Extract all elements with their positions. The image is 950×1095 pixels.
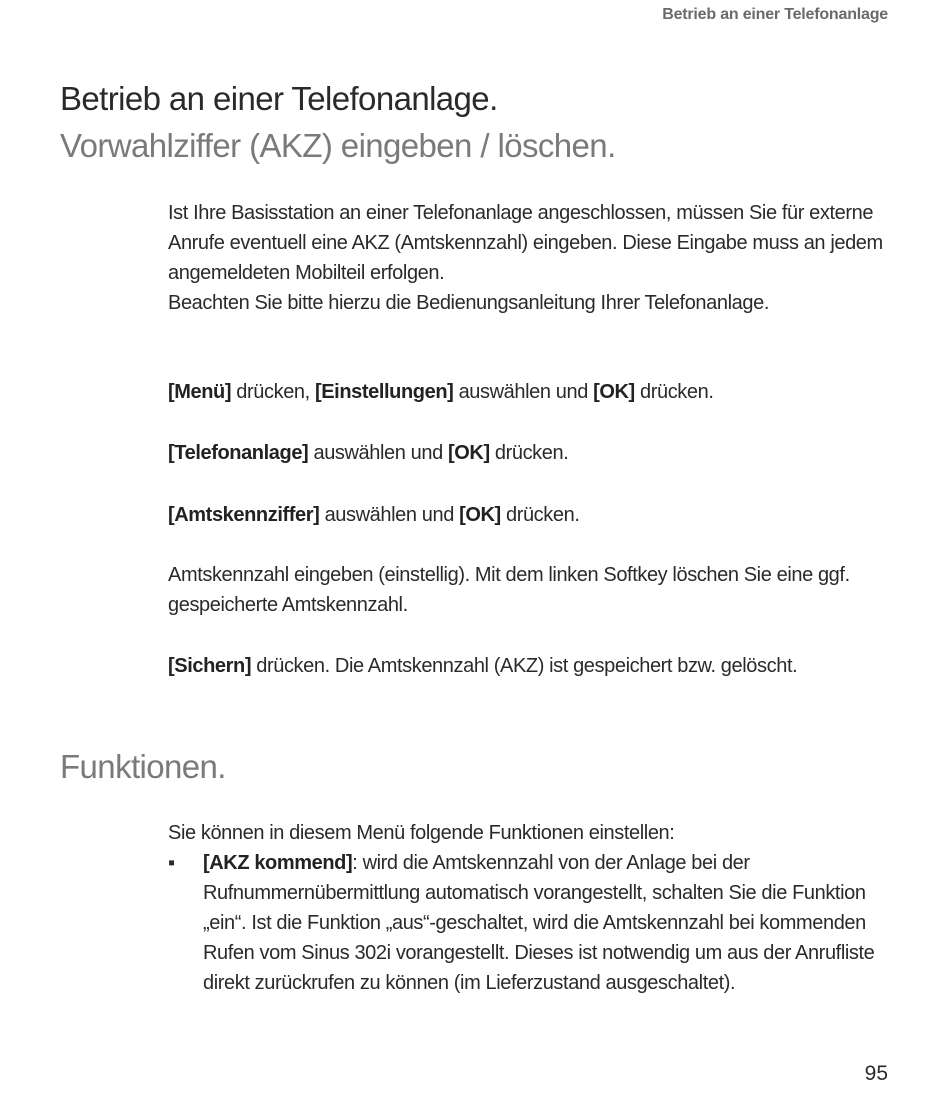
step-text: drücken. (634, 381, 714, 403)
page-subtitle: Vorwahlziffer (AKZ) eingeben / löschen. (60, 127, 616, 164)
step-2 (168, 438, 888, 468)
step-5 (168, 651, 888, 681)
step-text: drücken. (489, 442, 569, 464)
running-header: Betrieb an einer Telefonanlage (662, 6, 888, 23)
key-einstellungen: [Einstellungen] (314, 381, 454, 403)
key-amtskennziffer: [Amtskennziffer] (168, 504, 320, 526)
page-number: 95 (864, 1062, 888, 1085)
step-text: auswählen und (319, 504, 460, 526)
step-text: drücken, (231, 381, 315, 403)
list-item-text (203, 848, 888, 998)
intro-note: Beachten Sie bitte hierzu die Bedienungsanleitung Ihrer Telefonanlage. (168, 292, 769, 314)
key-sichern: [Sichern] (168, 655, 252, 677)
key-ok: [OK] (593, 381, 635, 403)
step-1 (168, 377, 888, 407)
bullet-icon: ▪ (168, 852, 175, 874)
step-text: drücken. Die Amtskennzahl (AKZ) ist gespeichert bzw. gelöscht. (251, 655, 798, 677)
key-akz-kommend: [AKZ kommend] (203, 852, 353, 874)
functions-intro: Sie können in diesem Menü folgende Funktionen einstellen: (168, 822, 675, 844)
intro-text: Ist Ihre Basisstation an einer Telefonanlage angeschlossen, müssen Sie für externe Anrufe eventuell eine AKZ (Amtskennzahl) eingeben. Diese Eingabe muss an jedem angemeldeten Mobilteil erfolgen. (168, 202, 883, 284)
key-telefonanlage: [Telefonanlage] (168, 442, 309, 464)
step-text: auswählen und (308, 442, 448, 464)
key-ok: [OK] (459, 504, 501, 526)
intro-paragraph (168, 198, 888, 318)
page-title: Betrieb an einer Telefonanlage. (60, 80, 498, 117)
list-item-description: : wird die Amtskennzahl von der Anlage bei der Rufnummernübermittlung automatisch vorangestellt, schalten Sie die Funktion „ein“. Ist die Funktion „aus“-geschaltet, wird die Amtskennzahl bei kommenden Rufen vom Sinus 302i vorangestellt. Dieses ist notwendig um aus der Anrufliste direkt zurückrufen zu können (im Lieferzustand ausgeschaltet). (203, 852, 875, 994)
step-text: auswählen und (453, 381, 594, 403)
step-text: Amtskennzahl eingeben (einstellig). Mit dem linken Softkey löschen Sie eine ggf. gespeicherte Amtskennzahl. (168, 564, 850, 616)
step-4 (168, 560, 888, 620)
key-menu: [Menü] (168, 381, 232, 403)
section-title-funktionen: Funktionen. (60, 748, 226, 785)
step-3 (168, 500, 888, 530)
key-ok: [OK] (447, 442, 490, 464)
list-item (168, 848, 888, 998)
step-text: drücken. (500, 504, 580, 526)
